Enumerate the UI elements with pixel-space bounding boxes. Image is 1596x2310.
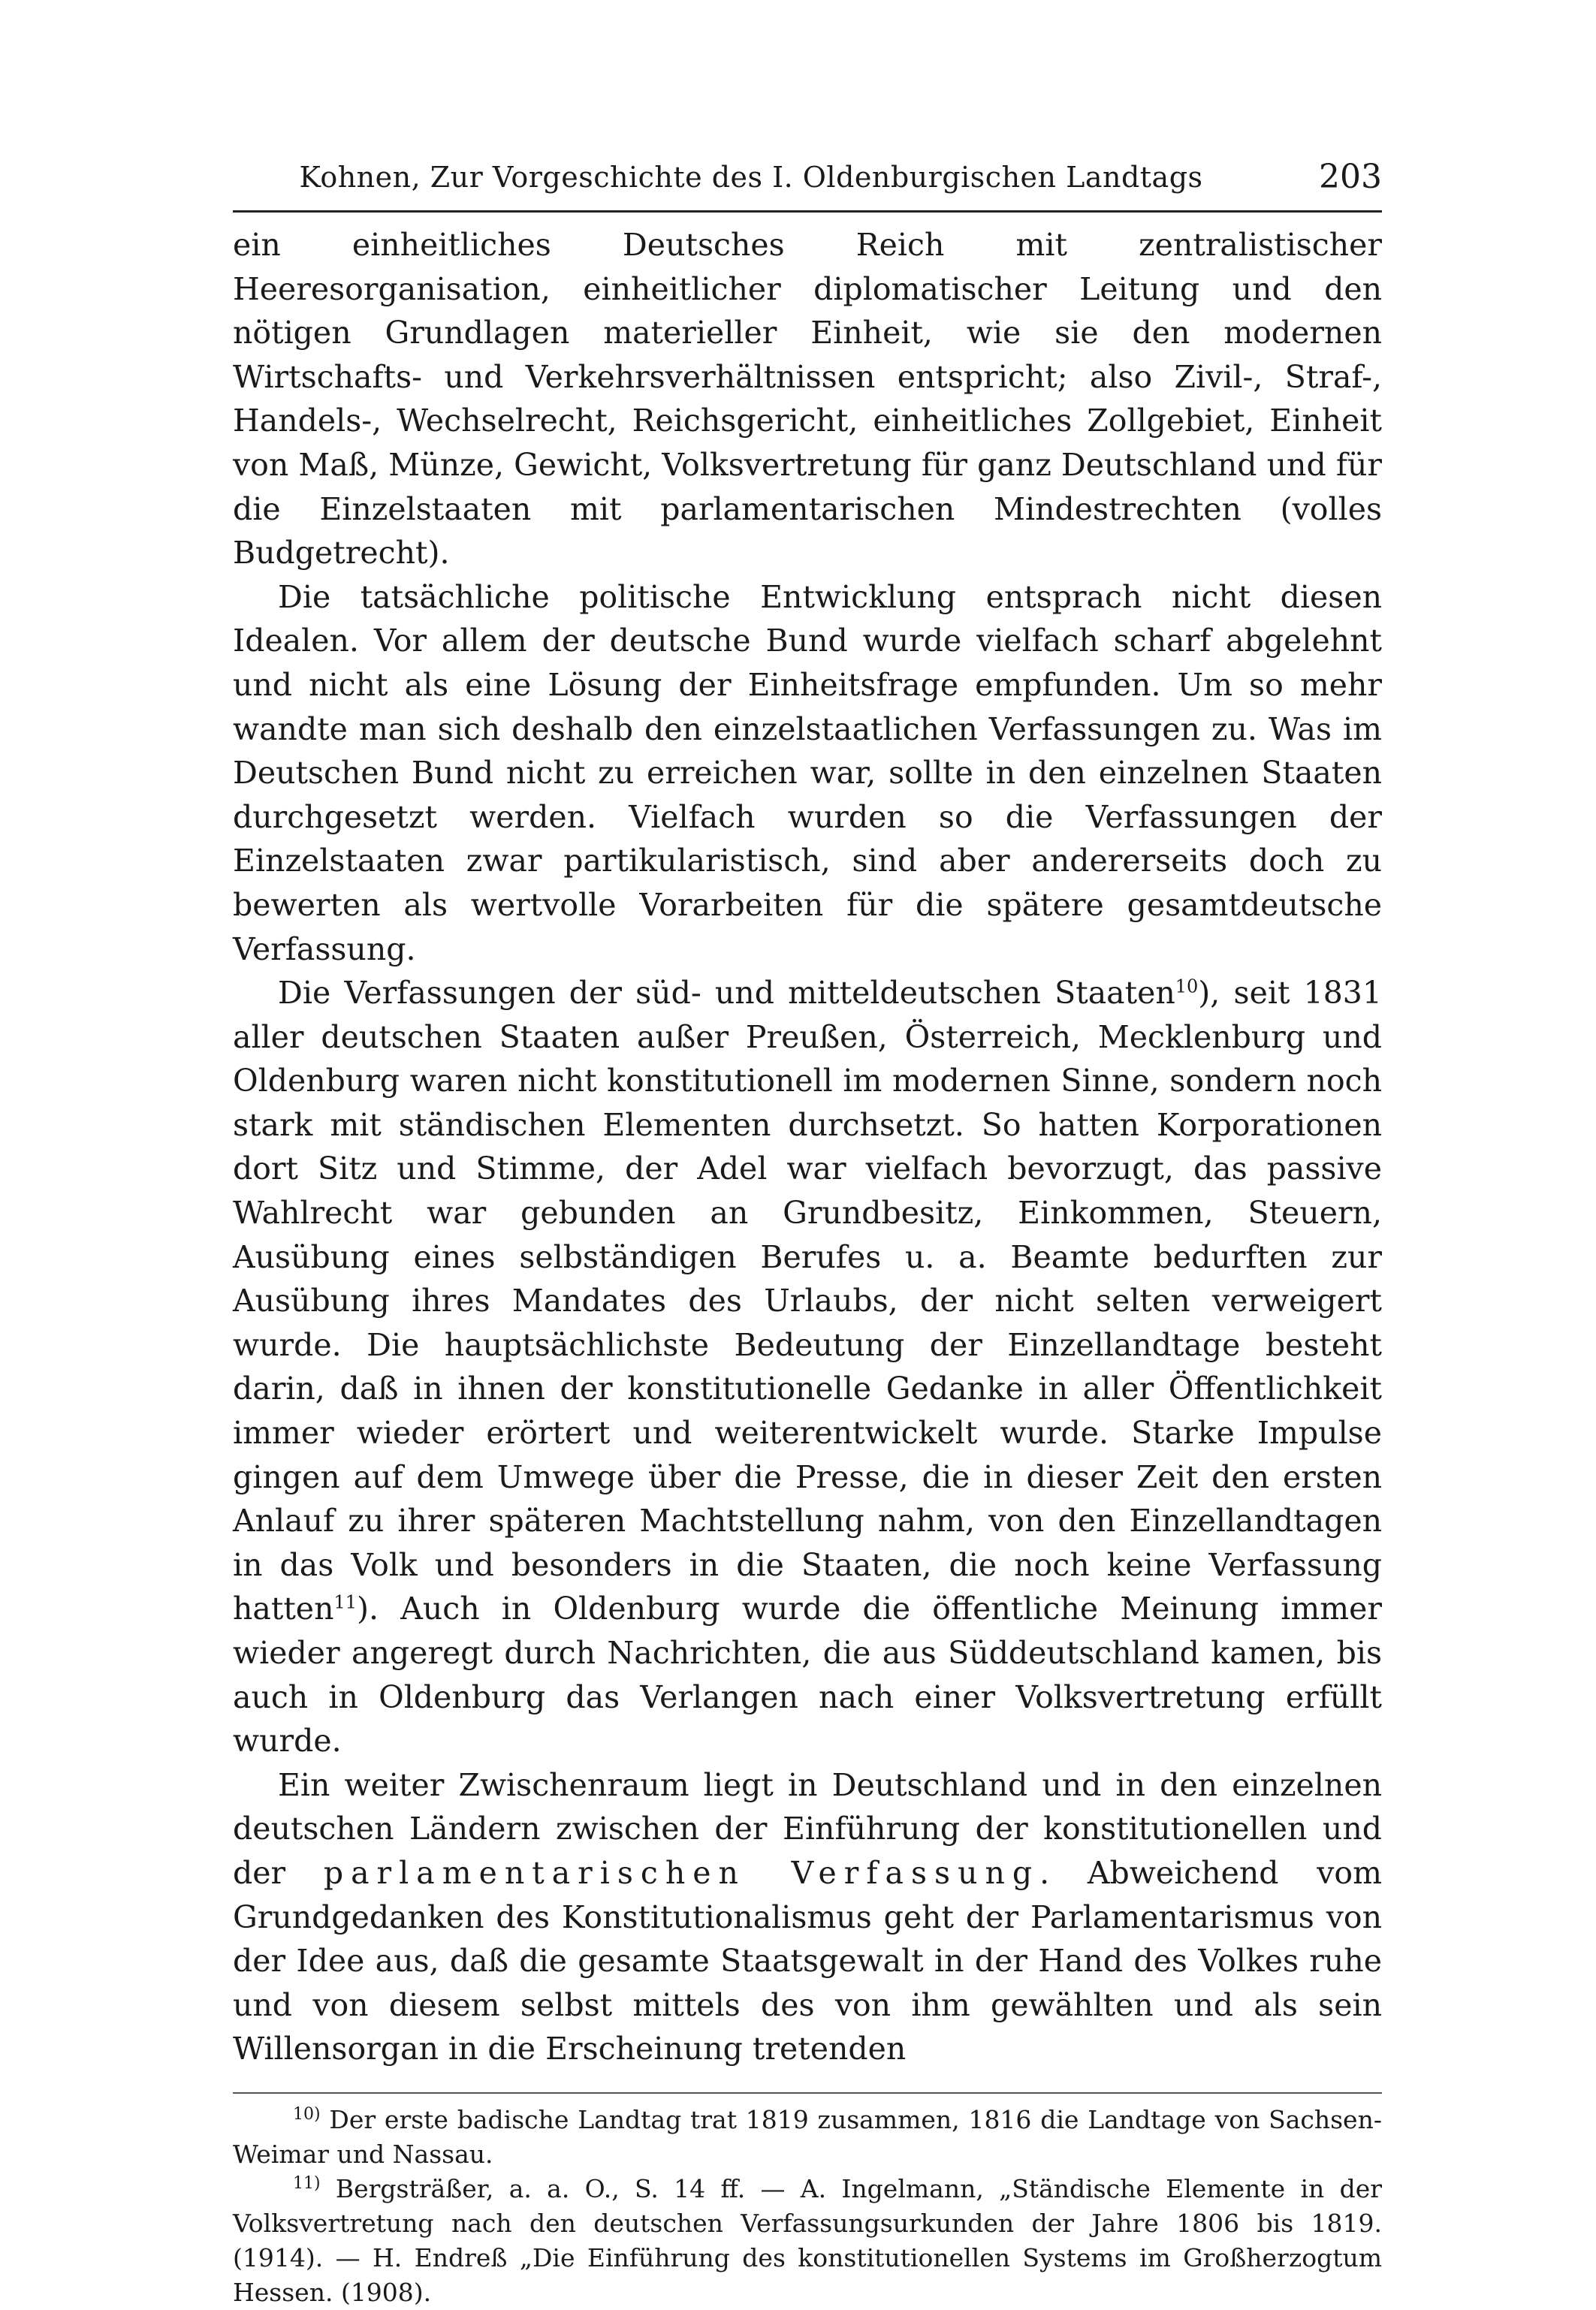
running-head <box>233 150 1382 213</box>
footnote-ref-10[interactable]: 10 <box>1175 976 1199 997</box>
page-number: 203 <box>1319 158 1382 196</box>
footnote-10-mark: 10) <box>293 2104 321 2124</box>
paragraph-4-part-a: Ein weiter Zwischenraum liegt in Deutschland und in den einzelnen deutschen Ländern zwischen der Einführung der konstitutionellen und der <box>233 1766 1382 1891</box>
paragraph-2: Die tatsächliche politische Entwicklung entsprach nicht diesen Idealen. Vor allem der deutsche Bund wurde vielfach scharf abgelehnt und nicht als eine Lösung der Einheitsfrage empfunden. Um so mehr wandte man sich deshalb den einzelstaatlichen Verfassungen zu. Was im Deutschen Bund nicht zu erreichen war, sollte in den einzelnen Staaten durchgesetzt werden. Vielfach wurden so die Verfassungen der Einzelstaaten zwar partikularistisch, sind aber andererseits doch zu bewerten als wertvolle Vorarbeiten für die spätere gesamtdeutsche Verfassung. <box>233 578 1382 967</box>
footnote-11-mark: 11) <box>293 2173 321 2193</box>
footnotes <box>233 2103 1382 2310</box>
paragraph-1: ein einheitliches Deutsches Reich mit zentralistischer Heeresorganisation, einheitlicher diplomatischer Leitung und den nötigen Grundlagen materieller Einheit, wie sie den modernen Wirtschafts- und Verkehrsverhältnissen entspricht; also Zivil-, Straf-, Handels-, Wechselrecht, Reichsgericht, einheitliches Zollgebiet, Einheit von Maß, Münze, Gewicht, Volksvertretung für ganz Deutschland und für die Einzelstaaten mit parlamentarischen Mindestrechten (volles Budgetrecht). <box>233 227 1382 571</box>
paragraph-4 <box>233 1763 1382 2071</box>
paragraph-3-part-b: ), seit 1831 aller deutschen Staaten außer Preußen, Österreich, Mecklenburg und Oldenburg waren nicht konstitutionell im modernen Sinne, sondern noch stark mit ständischen Elementen durchsetzt. So hatten Korporationen dort Sitz und Stimme, der Adel war vielfach bevorzugt, das passive Wahlrecht war gebunden an Grundbesitz, Einkommen, Steuern, Ausübung eines selbständigen Berufes u. a. Beamte bedurften zur Ausübung ihres Mandates des Urlaubs, der nicht selten verweigert wurde. Die hauptsächlichste Bedeutung der Einzellandtage besteht darin, daß in ihnen der konstitutionelle Gedanke in aller Öffentlichkeit immer wieder erörtert und weiterentwickelt wurde. Starke Impulse gingen auf dem Umwege über die Presse, die in dieser Zeit den ersten Anlauf zu ihrer späteren Machtstellung nahm, von den Einzellandtagen in das Volk und besonders in die Staaten, die noch keine Verfassung hatten <box>233 975 1382 1627</box>
footnote-11-text: Bergsträßer, a. a. O., S. 14 ff. — A. Ingelmann, „Ständische Elemente in der Volksvertretung nach den deutschen Verfassungsurkunden der Jahre 1806 bis 1819. (1914). — H. Endreß „Die Einführung des konstitutionellen Systems im Großherzogtum Hessen. (1908). <box>233 2173 1383 2307</box>
footnote-11 <box>233 2172 1382 2310</box>
paragraph-3-part-a: Die Verfassungen der süd- und mitteldeutschen Staaten <box>278 975 1175 1012</box>
paragraph-3 <box>233 971 1382 1763</box>
book-page <box>233 150 1382 2310</box>
paragraph-4-part-b: . Abweichend vom Grundgedanken des Konstitutionalismus geht der Parlamentarismus von der Idee aus, daß die gesamte Staatsgewalt in der Hand des Volkes ruhe und von diesem selbst mittels des von ihm gewählten und als sein Willensorgan in die Erscheinung tretenden <box>233 1854 1382 2067</box>
footnote-10 <box>233 2103 1382 2172</box>
spaced-emphasis: parlamentarischen Verfassung <box>323 1854 1040 1891</box>
footnote-ref-11[interactable]: 11 <box>333 1591 358 1613</box>
running-title: Kohnen, Zur Vorgeschichte des I. Oldenburgischen Landtags <box>299 161 1203 194</box>
paragraph-3-part-c: ). Auch in Oldenburg wurde die öffentliche Meinung immer wieder angeregt durch Nachrichten, die aus Süddeutschland kamen, bis auch in Oldenburg das Verlangen nach einer Volksvertretung erfüllt wurde. <box>233 1591 1382 1760</box>
body-text <box>233 223 1382 2071</box>
footnote-10-text: Der erste badische Landtag trat 1819 zusammen, 1816 die Landtage von Sachsen-Weimar und Nassau. <box>233 2104 1382 2169</box>
footnote-divider <box>233 2092 1382 2094</box>
